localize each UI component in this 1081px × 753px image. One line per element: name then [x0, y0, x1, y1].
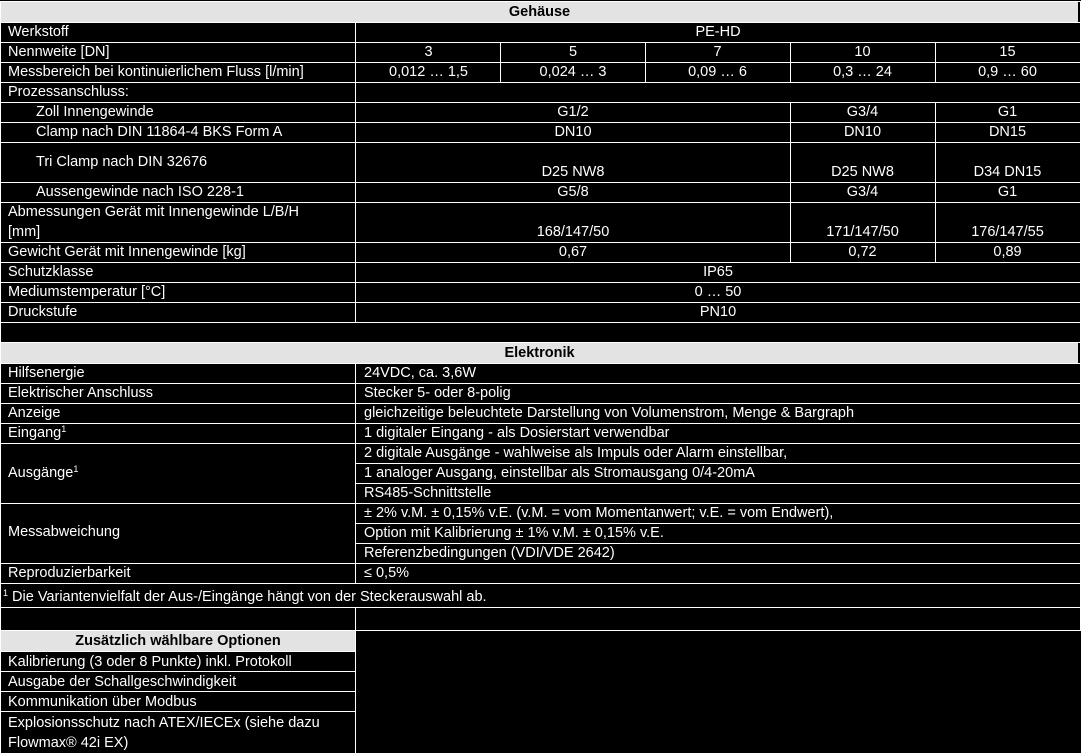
- value-anzeige: gleichzeitige beleuchtete Darstellung von Volumenstrom, Menge & Bargraph: [364, 405, 855, 421]
- footnote-marker: 1: [73, 464, 79, 474]
- label-werkstoff: Werkstoff: [8, 24, 69, 40]
- grid-line: [0, 342, 1, 631]
- label-messbereich: Messbereich bei kontinuierlichem Fluss [l/min]: [8, 64, 304, 80]
- option-item: Kommunikation über Modbus: [8, 694, 197, 710]
- section-header-optionen: Zusätzlich wählbare Optionen: [1, 631, 355, 651]
- value-nennweite-dn7: 7: [713, 44, 722, 60]
- label-nennweite: Nennweite [DN]: [8, 44, 110, 60]
- grid-line: [0, 607, 1081, 608]
- value-aussengewinde-3: G1: [997, 184, 1018, 200]
- value-gewicht-1: 0,67: [558, 244, 588, 260]
- value-messabweichung-3: Referenzbedingungen (VDI/VDE 2642): [364, 545, 615, 561]
- value-schutzklasse: IP65: [703, 264, 733, 280]
- grid-line: [0, 583, 1081, 584]
- option-item: Kalibrierung (3 oder 8 Punkte) inkl. Protokoll: [8, 654, 292, 670]
- section-header-gehaeuse: Gehäuse: [1, 2, 1078, 22]
- value-gewicht-2: 0,72: [848, 244, 877, 260]
- value-reproduzierbarkeit: ≤ 0,5%: [364, 565, 410, 581]
- value-eingang: 1 digitaler Eingang - als Dosierstart verwendbar: [364, 425, 670, 441]
- value-gewicht-3: 0,89: [993, 244, 1022, 260]
- value-clamp-3: DN15: [988, 124, 1027, 140]
- value-ausgaenge-rs485: RS485-Schnittstelle: [364, 485, 492, 501]
- value-druckstufe: PN10: [699, 304, 737, 320]
- label-elektrischer-anschluss: Elektrischer Anschluss: [8, 385, 154, 401]
- value-messabweichung-1: ± 2% v.M. ± 0,15% v.E. (v.M. = vom Momentanwert; v.E. = vom Endwert),: [364, 505, 834, 521]
- value-messbereich-dn10: 0,3 … 24: [833, 64, 892, 80]
- value-zoll-1: G1/2: [557, 104, 589, 120]
- value-triclamp-3: D34 DN15: [973, 164, 1042, 180]
- value-abmessungen-3: 176/147/55: [971, 224, 1044, 240]
- option-item-ex-cont: Flowmax® 42i EX): [8, 735, 129, 751]
- value-ausgaenge-analog: 1 analoger Ausgang, einstellbar als Stromausgang 0/4-20mA: [364, 465, 755, 481]
- label-hilfsenergie: Hilfsenergie: [8, 365, 85, 381]
- value-zoll-2: G3/4: [846, 104, 879, 120]
- value-mediumstemperatur: 0 … 50: [694, 284, 742, 300]
- label-tri-clamp: Tri Clamp nach DIN 32676: [36, 154, 208, 170]
- label-ausgaenge: Ausgänge$^1$: [8, 464, 79, 481]
- footnote: $^1$ Die Variantenvielfalt der Aus-/Eingänge hängt von der Steckerauswahl ab.: [3, 588, 487, 605]
- value-nennweite-dn3: 3: [424, 44, 433, 60]
- value-messbereich-dn3: 0,012 … 1,5: [389, 64, 468, 80]
- label-mediumstemperatur: Mediumstemperatur [°C]: [8, 284, 166, 300]
- value-abmessungen-2: 171/147/50: [826, 224, 899, 240]
- grid-line: [0, 82, 1081, 83]
- grid-line: [0, 363, 1081, 364]
- label-zoll-innengewinde: Zoll Innengewinde: [36, 104, 154, 120]
- value-ausgaenge-digital: 2 digitale Ausgänge - wahlweise als Impuls oder Alarm einstellbar,: [364, 445, 788, 461]
- grid-line: [0, 383, 1081, 384]
- grid-line: [355, 630, 356, 753]
- grid-line: [355, 363, 356, 584]
- grid-line: [0, 1, 1, 343]
- label-gewicht: Gewicht Gerät mit Innengewinde [kg]: [8, 244, 246, 260]
- label-prozessanschluss: Prozessanschluss:: [8, 84, 129, 100]
- footnote-marker: 1: [61, 424, 67, 434]
- value-triclamp-1: D25 NW8: [541, 164, 605, 180]
- option-item: Ausgabe der Schallgeschwindigkeit: [8, 674, 237, 690]
- value-zoll-3: G1: [997, 104, 1018, 120]
- value-nennweite-dn15: 15: [999, 44, 1016, 60]
- value-clamp-1: DN10: [554, 124, 592, 140]
- value-elektrischer-anschluss: Stecker 5- oder 8-polig: [364, 385, 511, 401]
- label-eingang: Eingang$^1$: [8, 424, 67, 441]
- grid-line: [0, 563, 1081, 564]
- value-triclamp-2: D25 NW8: [831, 164, 894, 180]
- value-aussengewinde-2: G3/4: [846, 184, 879, 200]
- option-item-ex: Explosionsschutz nach ATEX/IECEx (siehe dazu: [8, 715, 320, 731]
- label-anzeige: Anzeige: [8, 405, 61, 421]
- value-messbereich-dn5: 0,024 … 3: [539, 64, 607, 80]
- label-druckstufe: Druckstufe: [8, 304, 78, 320]
- value-abmessungen-1: 168/147/50: [536, 224, 610, 240]
- value-werkstoff: PE-HD: [695, 24, 741, 40]
- label-messabweichung: Messabweichung: [8, 524, 121, 540]
- grid-line: [0, 142, 1081, 143]
- grid-line: [0, 322, 1081, 323]
- value-clamp-2: DN10: [843, 124, 882, 140]
- value-nennweite-dn5: 5: [568, 44, 578, 60]
- label-clamp: Clamp nach DIN 11864-4 BKS Form A: [36, 124, 283, 140]
- label-abmessungen-unit: [mm]: [8, 224, 41, 240]
- value-aussengewinde-1: G5/8: [557, 184, 589, 200]
- label-schutzklasse: Schutzklasse: [8, 264, 94, 280]
- value-messbereich-dn15: 0,9 … 60: [978, 64, 1037, 80]
- label-abmessungen: Abmessungen Gerät mit Innengewinde L/B/H: [8, 204, 299, 220]
- value-hilfsenergie: 24VDC, ca. 3,6W: [364, 365, 477, 381]
- section-header-elektronik: Elektronik: [1, 343, 1078, 363]
- label-aussengewinde: Aussengewinde nach ISO 228-1: [36, 184, 244, 200]
- value-messabweichung-2: Option mit Kalibrierung ± 1% v.M. ± 0,15% v.E.: [364, 525, 664, 541]
- grid-line: [355, 607, 356, 631]
- value-nennweite-dn10: 10: [854, 44, 871, 60]
- value-messbereich-dn7: 0,09 … 6: [688, 64, 747, 80]
- label-reproduzierbarkeit: Reproduzierbarkeit: [8, 565, 131, 581]
